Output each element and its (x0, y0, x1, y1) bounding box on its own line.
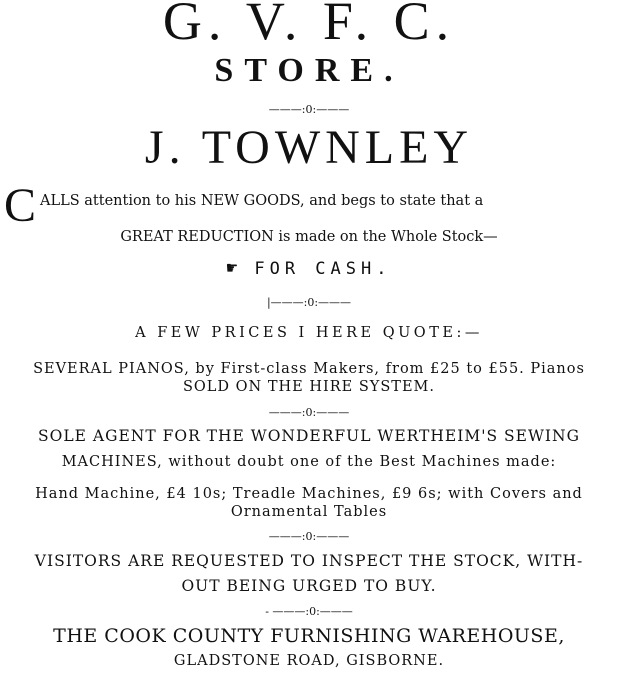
divider: |———:0:——— (266, 296, 352, 309)
prices-heading: A FEW PRICES I HERE QUOTE:— (135, 325, 483, 341)
intro-line-2: GREAT REDUCTION is made on the Whole Stock— (120, 229, 498, 245)
divider: ———:0:——— (268, 530, 350, 543)
visitors-line-1: VISITORS ARE REQUESTED TO INSPECT THE STOCK, WITH- (34, 552, 584, 570)
visitors-line-2: OUT BEING URGED TO BUY. (181, 577, 437, 595)
intro-line-1: ALLS attention to his NEW GOODS, and begs to state that a (40, 193, 484, 209)
agent-line-1: SOLE AGENT FOR THE WONDERFUL WERTHEIM'S SEWING (38, 427, 580, 445)
divider: ———:0:——— (268, 103, 350, 116)
divider: - ———:0:——— (265, 605, 353, 618)
machines-line-2: Ornamental Tables (230, 504, 388, 520)
pianos-line-1: SEVERAL PIANOS, by First-class Makers, from £25 to £55. Pianos (33, 361, 585, 377)
drop-cap: C (4, 179, 37, 232)
agent-line-2: MACHINES, without doubt one of the Best Machines made: (61, 454, 557, 470)
machines-line-1: Hand Machine, £4 10s; Treadle Machines, £9 6s; with Covers and (35, 486, 583, 502)
store-title: G. V. F. C. (162, 0, 456, 51)
pianos-line-2: SOLD ON THE HIRE SYSTEM. (182, 379, 435, 395)
divider: ———:0:——— (268, 406, 350, 419)
for-cash-text: FOR CASH. (254, 259, 392, 279)
pointing-hand-icon: ☛ (226, 258, 243, 279)
store-subtitle: STORE. (214, 52, 404, 89)
proprietor-name: J. TOWNLEY (144, 121, 474, 174)
warehouse-address: GLADSTONE ROAD, GISBORNE. (173, 653, 445, 669)
for-cash-line (0, 258, 618, 280)
warehouse-name: THE COOK COUNTY FURNISHING WAREHOUSE, (53, 625, 565, 647)
